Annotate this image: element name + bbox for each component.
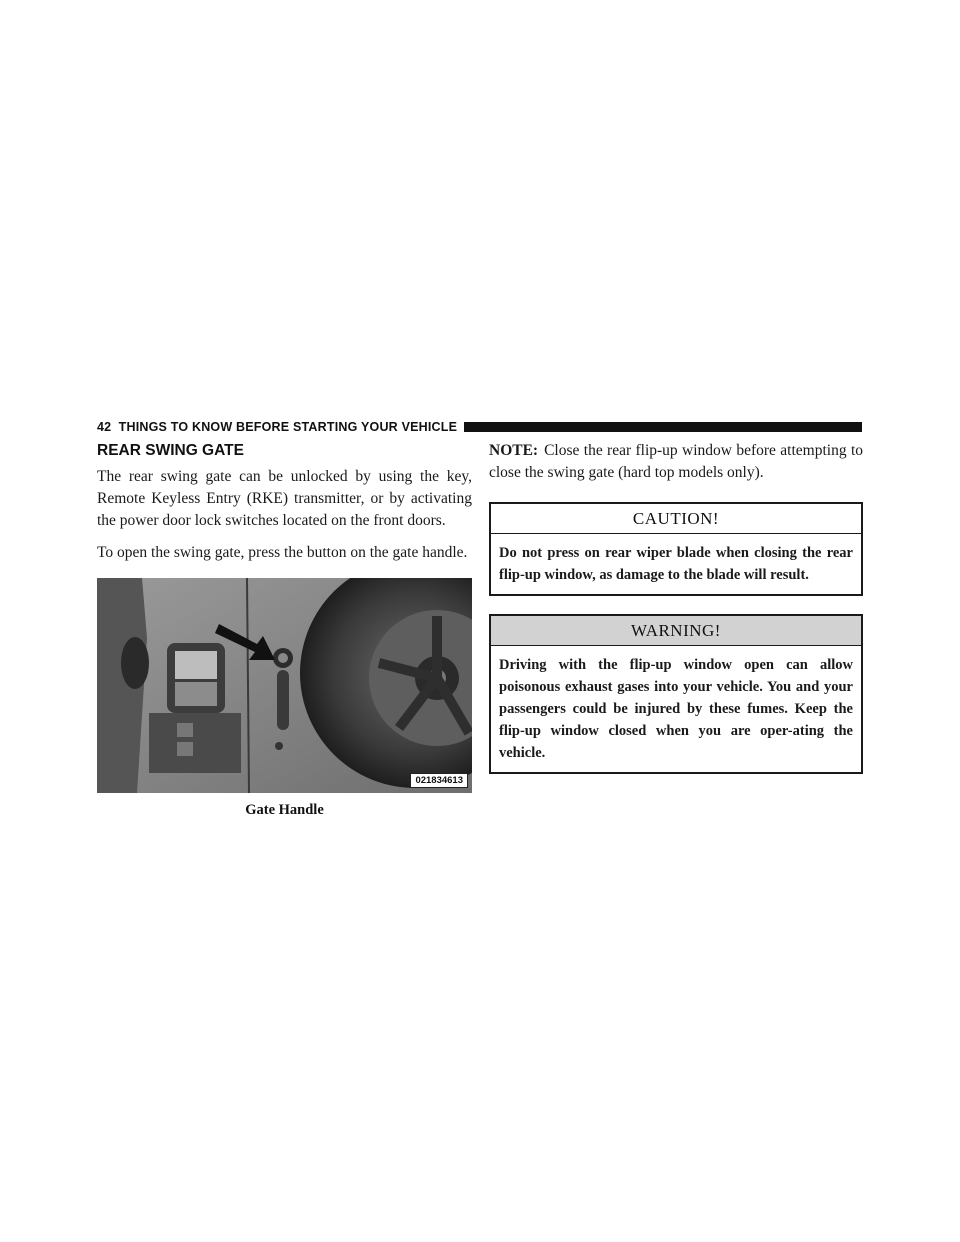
note-text: Close the rear flip-up window before attempting to close the swing gate (hard top models only). bbox=[489, 442, 863, 481]
warning-title: WARNING! bbox=[491, 616, 861, 646]
caution-box bbox=[489, 502, 863, 596]
figure-id-label: 021834613 bbox=[410, 773, 468, 788]
note-paragraph bbox=[489, 440, 863, 484]
page-number: 42 bbox=[97, 420, 112, 434]
section-title: THINGS TO KNOW BEFORE STARTING YOUR VEHICLE bbox=[118, 420, 458, 434]
caution-title: CAUTION! bbox=[491, 504, 861, 534]
paragraph-unlock: The rear swing gate can be unlocked by using the key, Remote Keyless Entry (RKE) transmitter, or by activating the power door lock switches located on the front doors. bbox=[97, 468, 472, 529]
page-header bbox=[97, 419, 862, 435]
right-column bbox=[489, 440, 863, 774]
note-label: NOTE: bbox=[489, 442, 539, 459]
warning-box bbox=[489, 614, 863, 774]
header-rule bbox=[464, 422, 862, 432]
paragraph-open: To open the swing gate, press the button on the gate handle. bbox=[97, 544, 468, 561]
caution-text: Do not press on rear wiper blade when closing the rear flip-up window, as damage to the blade will result. bbox=[499, 545, 853, 583]
warning-text: Driving with the flip-up window open can allow poisonous exhaust gases into your vehicle. You and your passengers could be injured by these fumes. Keep the flip-up window closed when you are oper-ating the vehicle. bbox=[499, 657, 853, 761]
heading-rear-swing-gate: REAR SWING GATE bbox=[97, 442, 244, 459]
left-column bbox=[97, 440, 472, 819]
gate-handle-figure bbox=[97, 578, 472, 793]
gate-handle-illustration bbox=[97, 578, 472, 793]
figure-caption: Gate Handle bbox=[245, 802, 324, 818]
page-header-text bbox=[97, 420, 457, 434]
